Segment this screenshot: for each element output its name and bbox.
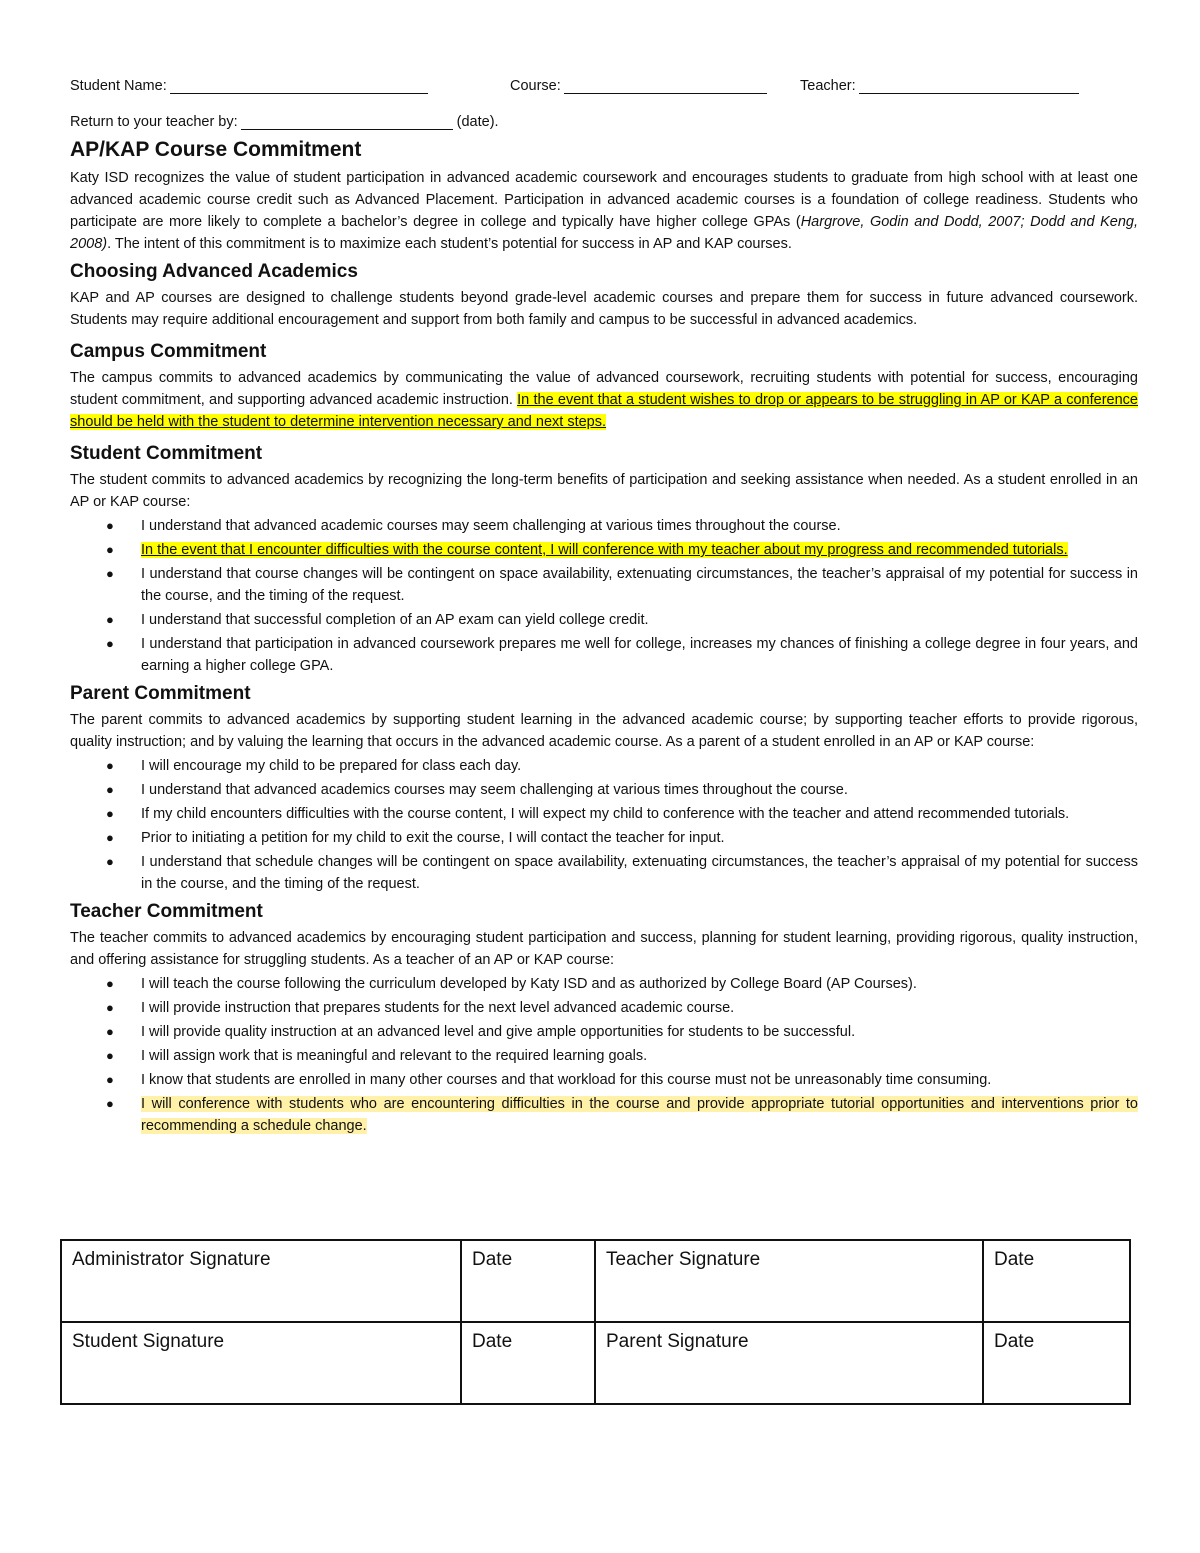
list-item (70, 973, 1138, 995)
parent-paragraph: The parent commits to advanced academics by supporting student learning in the advanced academic course; by supporting teacher efforts to provide rigorous, quality instruction; and by valuing the learning that occurs in the advanced academic course. As a parent of a student enrolled in an AP or KAP course: (70, 712, 1138, 750)
teacher-signature-cell[interactable]: Teacher Signature (595, 1240, 983, 1322)
parent-list (70, 755, 1138, 895)
choosing-heading: Choosing Advanced Academics (70, 261, 358, 282)
student-item-text: I understand that advanced academic courses may seem challenging at various times throughout the course. (141, 518, 841, 534)
student-item-text: I understand that successful completion of an AP exam can yield college credit. (141, 612, 649, 628)
parent-item-text: Prior to initiating a petition for my child to exit the course, I will contact the teacher for input. (141, 830, 725, 846)
return-label: Return to your teacher by: (70, 114, 238, 130)
list-item (70, 515, 1138, 537)
teacher-item-text: I will teach the course following the curriculum developed by Katy ISD and as authorized by College Board (AP Courses). (141, 976, 917, 992)
list-item (70, 539, 1138, 561)
teacher-label: Teacher: (800, 78, 856, 94)
teacher-heading: Teacher Commitment (70, 901, 263, 922)
bullet-icon: ● (106, 806, 114, 821)
student-name-label: Student Name: (70, 78, 167, 94)
list-item (70, 633, 1138, 677)
student-item-highlight: In the event that I encounter difficulties with the course content, I will conference with my teacher about my progress and recommended tutorials. (141, 542, 1068, 558)
list-item (70, 997, 1138, 1019)
list-item (70, 827, 1138, 849)
list-item (70, 803, 1138, 825)
signature-table (60, 1239, 1131, 1405)
bullet-icon: ● (106, 1096, 114, 1111)
parent-item-text: I will encourage my child to be prepared for class each day. (141, 758, 522, 774)
parent-date-cell[interactable]: Date (983, 1322, 1130, 1404)
student-name-field[interactable] (70, 78, 510, 94)
bullet-icon: ● (106, 1000, 114, 1015)
bullet-icon: ● (106, 782, 114, 797)
student-item-text: I understand that participation in advanced coursework prepares me well for college, increases my chances of finishing a college degree in four years, and earning a higher college GPA. (141, 636, 1138, 674)
parent-heading: Parent Commitment (70, 683, 251, 704)
return-date-field[interactable] (70, 114, 1138, 130)
page-title: AP/KAP Course Commitment (70, 138, 362, 161)
campus-paragraph (70, 367, 1138, 433)
student-date-cell[interactable]: Date (461, 1322, 595, 1404)
student-name-blank[interactable] (170, 79, 428, 94)
list-item (70, 1021, 1138, 1043)
bullet-icon: ● (106, 830, 114, 845)
list-item (70, 779, 1138, 801)
intro-paragraph (70, 167, 1138, 255)
student-heading: Student Commitment (70, 443, 263, 464)
student-item-text: I understand that course changes will be contingent on space availability, extenuating circumstances, the teacher’s appraisal of my potential for success in the course, and the timing of the request. (141, 566, 1138, 604)
admin-signature-cell[interactable]: Administrator Signature (61, 1240, 461, 1322)
parent-signature-cell[interactable]: Parent Signature (595, 1322, 983, 1404)
document-page (70, 70, 1138, 1139)
admin-date-cell[interactable]: Date (461, 1240, 595, 1322)
table-row (61, 1240, 1130, 1322)
course-blank[interactable] (564, 79, 767, 94)
list-item (70, 1069, 1138, 1091)
student-signature-cell[interactable]: Student Signature (61, 1322, 461, 1404)
list-item (70, 851, 1138, 895)
list-item (70, 563, 1138, 607)
bullet-icon: ● (106, 636, 114, 651)
header-fields (70, 70, 1138, 94)
return-suffix: (date). (456, 114, 499, 130)
bullet-icon: ● (106, 612, 114, 627)
teacher-date-cell[interactable]: Date (983, 1240, 1130, 1322)
list-item (70, 609, 1138, 631)
bullet-icon: ● (106, 1048, 114, 1063)
parent-item-text: I understand that advanced academics courses may seem challenging at various times throughout the course. (141, 782, 848, 798)
bullet-icon: ● (106, 976, 114, 991)
student-paragraph: The student commits to advanced academics by recognizing the long-term benefits of participation and seeking assistance when needed. As a student enrolled in an AP or KAP course: (70, 472, 1138, 510)
intro-text-a: Katy ISD recognizes the value of student participation in advanced academic coursework and encourages students to graduate from high school with at least one advanced academic course credit such as Advanced Placement. Participation in advanced academic courses is a foundation of college readiness. Students who participate are more likely to complete a bachelor’s degree in college and typically have higher college GPAs ( (70, 170, 1138, 230)
bullet-icon: ● (106, 566, 114, 581)
list-item (70, 1045, 1138, 1067)
parent-item-text: I understand that schedule changes will be contingent on space availability, extenuating circumstances, the teacher’s appraisal of my potential for success in the course, and the timing of the request. (141, 854, 1138, 892)
student-list (70, 515, 1138, 677)
intro-text-b: . The intent of this commitment is to maximize each student’s potential for success in AP and KAP courses. (107, 236, 792, 252)
table-row (61, 1322, 1130, 1404)
teacher-list (70, 973, 1138, 1137)
course-label: Course: (510, 78, 561, 94)
return-date-blank[interactable] (241, 115, 453, 130)
bullet-icon: ● (106, 758, 114, 773)
teacher-paragraph: The teacher commits to advanced academics by encouraging student participation and success, planning for student learning, providing rigorous, quality instruction, and offering assistance for struggling students. As a teacher of an AP or KAP course: (70, 930, 1138, 968)
choosing-paragraph: KAP and AP courses are designed to challenge students beyond grade-level academic courses and prepare them for success in future advanced coursework. Students may require additional encouragement and support from both family and campus to be successful in advanced academics. (70, 290, 1138, 328)
campus-highlight: In the event that a student wishes to drop or appears to be struggling in AP or KAP a conference should be held with the student to determine intervention necessary and next steps. (70, 392, 1138, 430)
teacher-item-text: I will provide quality instruction at an advanced level and give ample opportunities for students to be successful. (141, 1024, 856, 1040)
teacher-item-highlight: I will conference with students who are encountering difficulties in the course and provide appropriate tutorial opportunities and interventions prior to recommending a schedule change. (141, 1096, 1138, 1134)
parent-item-text: If my child encounters difficulties with the course content, I will expect my child to conference with the teacher and attend recommended tutorials. (141, 806, 1070, 822)
teacher-blank[interactable] (859, 79, 1079, 94)
course-field[interactable] (510, 78, 800, 94)
bullet-icon: ● (106, 518, 114, 533)
bullet-icon: ● (106, 1024, 114, 1039)
teacher-item-text: I will provide instruction that prepares students for the next level advanced academic course. (141, 1000, 735, 1016)
teacher-item-text: I know that students are enrolled in many other courses and that workload for this course must not be unreasonably time consuming. (141, 1072, 992, 1088)
teacher-field[interactable] (800, 78, 1079, 94)
list-item (70, 1093, 1138, 1137)
bullet-icon: ● (106, 542, 114, 557)
list-item (70, 755, 1138, 777)
intro-citation: Hargrove, Godin and Dodd, 2007; Dodd and Keng, 2008) (70, 214, 1138, 252)
bullet-icon: ● (106, 1072, 114, 1087)
teacher-item-text: I will assign work that is meaningful and relevant to the required learning goals. (141, 1048, 648, 1064)
bullet-icon: ● (106, 854, 114, 869)
campus-heading: Campus Commitment (70, 341, 267, 362)
campus-text: The campus commits to advanced academics by communicating the value of advanced coursework, recruiting students with potential for success, encouraging student commitment, and supporting advanced academic instruction. (70, 370, 1138, 408)
